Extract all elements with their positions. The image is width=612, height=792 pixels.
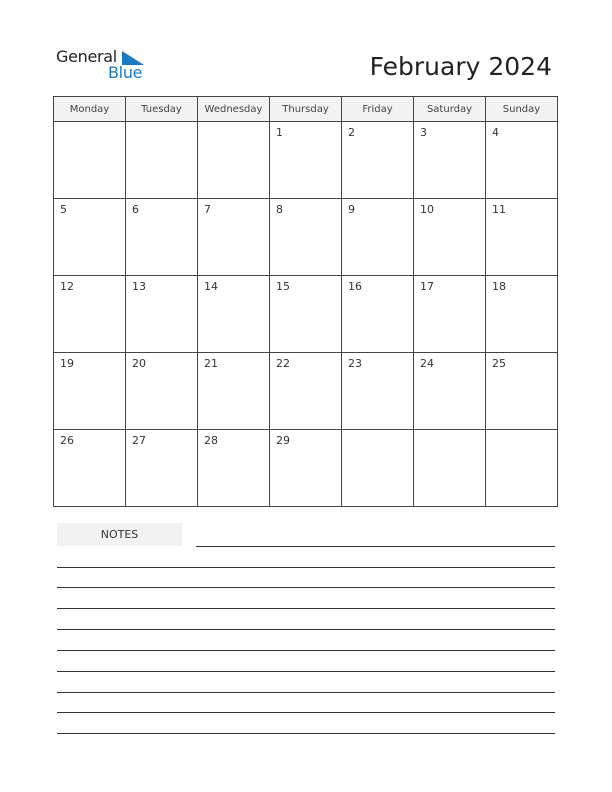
day-number: 22: [276, 357, 290, 370]
day-cell: [198, 122, 270, 199]
day-cell: [414, 430, 486, 507]
day-cell: [126, 276, 198, 353]
day-number: [198, 122, 269, 126]
week-row: [54, 430, 558, 507]
weekday-header-friday: Friday: [342, 97, 414, 122]
day-number: 3: [420, 126, 427, 139]
day-cell: [198, 199, 270, 276]
note-line: [57, 567, 555, 568]
day-cell: [342, 430, 414, 507]
weekday-header-monday: Monday: [54, 97, 126, 122]
day-number: 5: [60, 203, 67, 216]
day-number: 11: [492, 203, 506, 216]
day-cell: [270, 276, 342, 353]
day-number: 12: [60, 280, 74, 293]
day-cell: [342, 276, 414, 353]
day-cell: [486, 276, 558, 353]
weekday-header-row: [54, 97, 558, 122]
day-cell: [270, 199, 342, 276]
day-number: 1: [276, 126, 283, 139]
day-number: 13: [132, 280, 146, 293]
note-line: [57, 608, 555, 609]
day-cell: [198, 353, 270, 430]
day-cell: [414, 199, 486, 276]
day-cell: [342, 353, 414, 430]
day-number: 28: [204, 434, 218, 447]
day-number: 14: [204, 280, 218, 293]
day-cell: [54, 122, 126, 199]
day-number: 4: [492, 126, 499, 139]
day-number: 26: [60, 434, 74, 447]
day-cell: [54, 276, 126, 353]
day-cell: [54, 199, 126, 276]
day-number: 21: [204, 357, 218, 370]
day-cell: [126, 430, 198, 507]
day-cell: [54, 353, 126, 430]
note-line: [57, 712, 555, 713]
day-cell: [198, 430, 270, 507]
day-cell: [414, 276, 486, 353]
note-line: [196, 546, 555, 547]
weekday-header-wednesday: Wednesday: [198, 97, 270, 122]
day-number: 16: [348, 280, 362, 293]
day-number: 29: [276, 434, 290, 447]
day-number: [54, 122, 125, 126]
day-number: 18: [492, 280, 506, 293]
day-number: 20: [132, 357, 146, 370]
day-cell: [54, 430, 126, 507]
day-number: 19: [60, 357, 74, 370]
day-number: 24: [420, 357, 434, 370]
day-number: [342, 430, 413, 434]
day-number: [414, 430, 485, 434]
day-number: 25: [492, 357, 506, 370]
day-cell: [198, 276, 270, 353]
day-number: 6: [132, 203, 139, 216]
note-line: [57, 671, 555, 672]
day-number: [126, 122, 197, 126]
note-line: [57, 629, 555, 630]
day-number: 7: [204, 203, 211, 216]
weekday-header-saturday: Saturday: [414, 97, 486, 122]
week-row: [54, 276, 558, 353]
weekday-header-tuesday: Tuesday: [126, 97, 198, 122]
calendar-grid: [53, 96, 558, 507]
day-number: 23: [348, 357, 362, 370]
day-number: 27: [132, 434, 146, 447]
day-cell: [342, 199, 414, 276]
note-line: [57, 587, 555, 588]
weekday-header-thursday: Thursday: [270, 97, 342, 122]
week-row: [54, 353, 558, 430]
logo-text-blue: Blue: [108, 63, 143, 82]
day-cell: [414, 122, 486, 199]
day-cell: [270, 122, 342, 199]
day-cell: [270, 430, 342, 507]
day-number: 17: [420, 280, 434, 293]
day-cell: [126, 199, 198, 276]
day-number: 15: [276, 280, 290, 293]
brand-logo: [56, 47, 156, 83]
note-line: [57, 733, 555, 734]
day-cell: [486, 430, 558, 507]
day-cell: [486, 353, 558, 430]
day-number: 8: [276, 203, 283, 216]
note-line: [57, 692, 555, 693]
logo-text-general: General: [56, 47, 117, 66]
page-title: February 2024: [369, 52, 552, 81]
day-cell: [270, 353, 342, 430]
day-cell: [414, 353, 486, 430]
week-row: [54, 199, 558, 276]
week-row: [54, 122, 558, 199]
day-number: [486, 430, 557, 434]
note-line: [57, 650, 555, 651]
day-cell: [486, 199, 558, 276]
day-cell: [126, 122, 198, 199]
day-number: 10: [420, 203, 434, 216]
notes-label: NOTES: [57, 523, 182, 546]
day-number: 9: [348, 203, 355, 216]
day-number: 2: [348, 126, 355, 139]
day-cell: [126, 353, 198, 430]
weekday-header-sunday: Sunday: [486, 97, 558, 122]
day-cell: [342, 122, 414, 199]
day-cell: [486, 122, 558, 199]
